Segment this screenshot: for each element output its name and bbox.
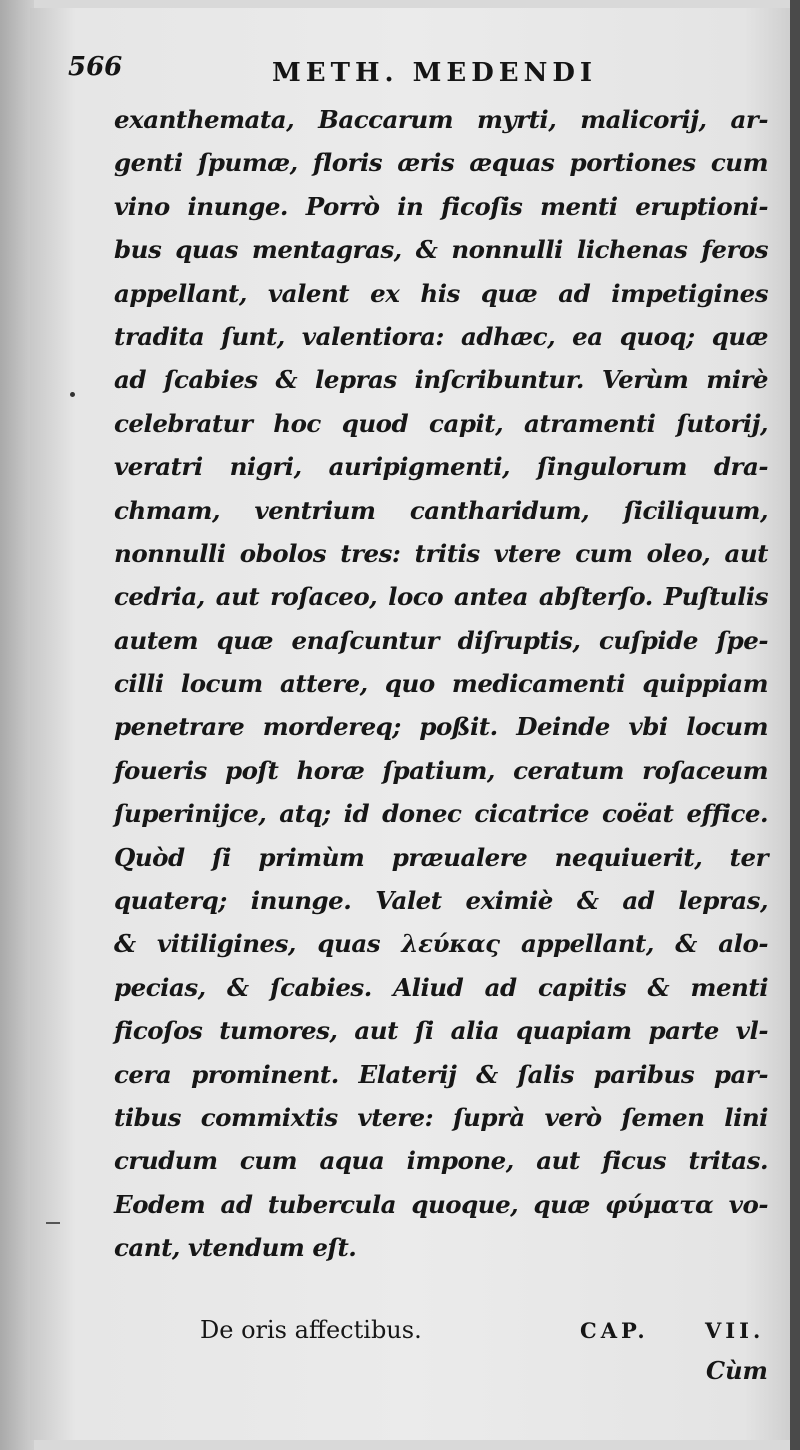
chapter-number: VII. (705, 1318, 765, 1343)
text-line: cilli locum attere, quo medicamenti quippiam (114, 669, 768, 699)
chapter-heading (200, 1316, 770, 1356)
text-line: bus quas mentagras, & nonnulli lichenas feros (114, 235, 768, 265)
text-line: ficoſos tumores, aut ſi alia quapiam parte vl- (114, 1016, 768, 1046)
text-line: quaterq; inunge. Valet eximiè & ad lepras, (114, 886, 768, 916)
text-line: veratri nigri, auripigmenti, ſingulorum dra- (114, 452, 768, 482)
text-line: vino inunge. Porrò in ficoſis menti eruptioni- (114, 191, 768, 221)
margin-mark (46, 1222, 60, 1224)
text-line: ſuperinijce, atq; id donec cicatrice coëat effice. (114, 799, 768, 829)
text-line: pecias, & ſcabies. Aliud ad capitis & menti (114, 972, 768, 1002)
text-line: penetrare mordereq; poßit. Deinde vbi locum (114, 712, 768, 742)
chapter-title: De oris affectibus. (200, 1316, 422, 1344)
text-line: cedria, aut roſaceo, loco antea abſterſo. Puſtulis (114, 582, 768, 612)
text-line: appellant, valent ex his quæ ad impetigines (114, 278, 768, 308)
text-line: tradita ſunt, valentiora: adhæc, ea quoq; quæ (114, 321, 768, 351)
binding-gutter (0, 0, 34, 1450)
text-line: & vitiligines, quas λεύκας appellant, & alo- (114, 929, 768, 959)
margin-mark (70, 392, 75, 397)
text-line: autem quæ enaſcuntur diſruptis, cuſpide ſpe- (114, 625, 768, 655)
page-edge-shadow (790, 0, 800, 1450)
text-line: Eodem ad tubercula quoque, quæ φύματα vo- (114, 1189, 768, 1219)
text-line: exanthemata, Baccarum myrti, malicorij, ar- (114, 105, 768, 134)
text-line: cera prominent. Elaterij & ſalis paribus par- (114, 1059, 768, 1089)
catchword: Cùm (706, 1356, 768, 1385)
text-line: foueris poſt horæ ſpatium, ceratum roſaceum (114, 755, 768, 785)
text-line: ad ſcabies & lepras inſcribuntur. Verùm mirè (114, 365, 768, 395)
body-text (114, 98, 768, 1270)
page-number: 566 (68, 52, 123, 82)
chapter-cap-label: CAP. (580, 1318, 649, 1343)
text-line: crudum cum aqua impone, aut ficus tritas. (114, 1146, 768, 1176)
text-line: tibus commixtis vtere: ſuprà verò ſemen lini (114, 1102, 768, 1132)
text-line: chmam, ventrium cantharidum, ſiciliquum, (114, 495, 768, 525)
text-line: Quòd ſi primùm præualere nequiuerit, ter (114, 842, 768, 872)
text-line: celebratur hoc quod capit, atramenti ſutorij, (114, 408, 768, 438)
text-line: cant, vtendum eſt. (114, 1233, 357, 1263)
text-line: genti ſpumæ, floris æris æquas portiones cum (114, 148, 768, 178)
text-line: nonnulli obolos tres: tritis vtere cum oleo, aut (114, 538, 768, 568)
running-head: METH. MEDENDI (272, 58, 598, 88)
